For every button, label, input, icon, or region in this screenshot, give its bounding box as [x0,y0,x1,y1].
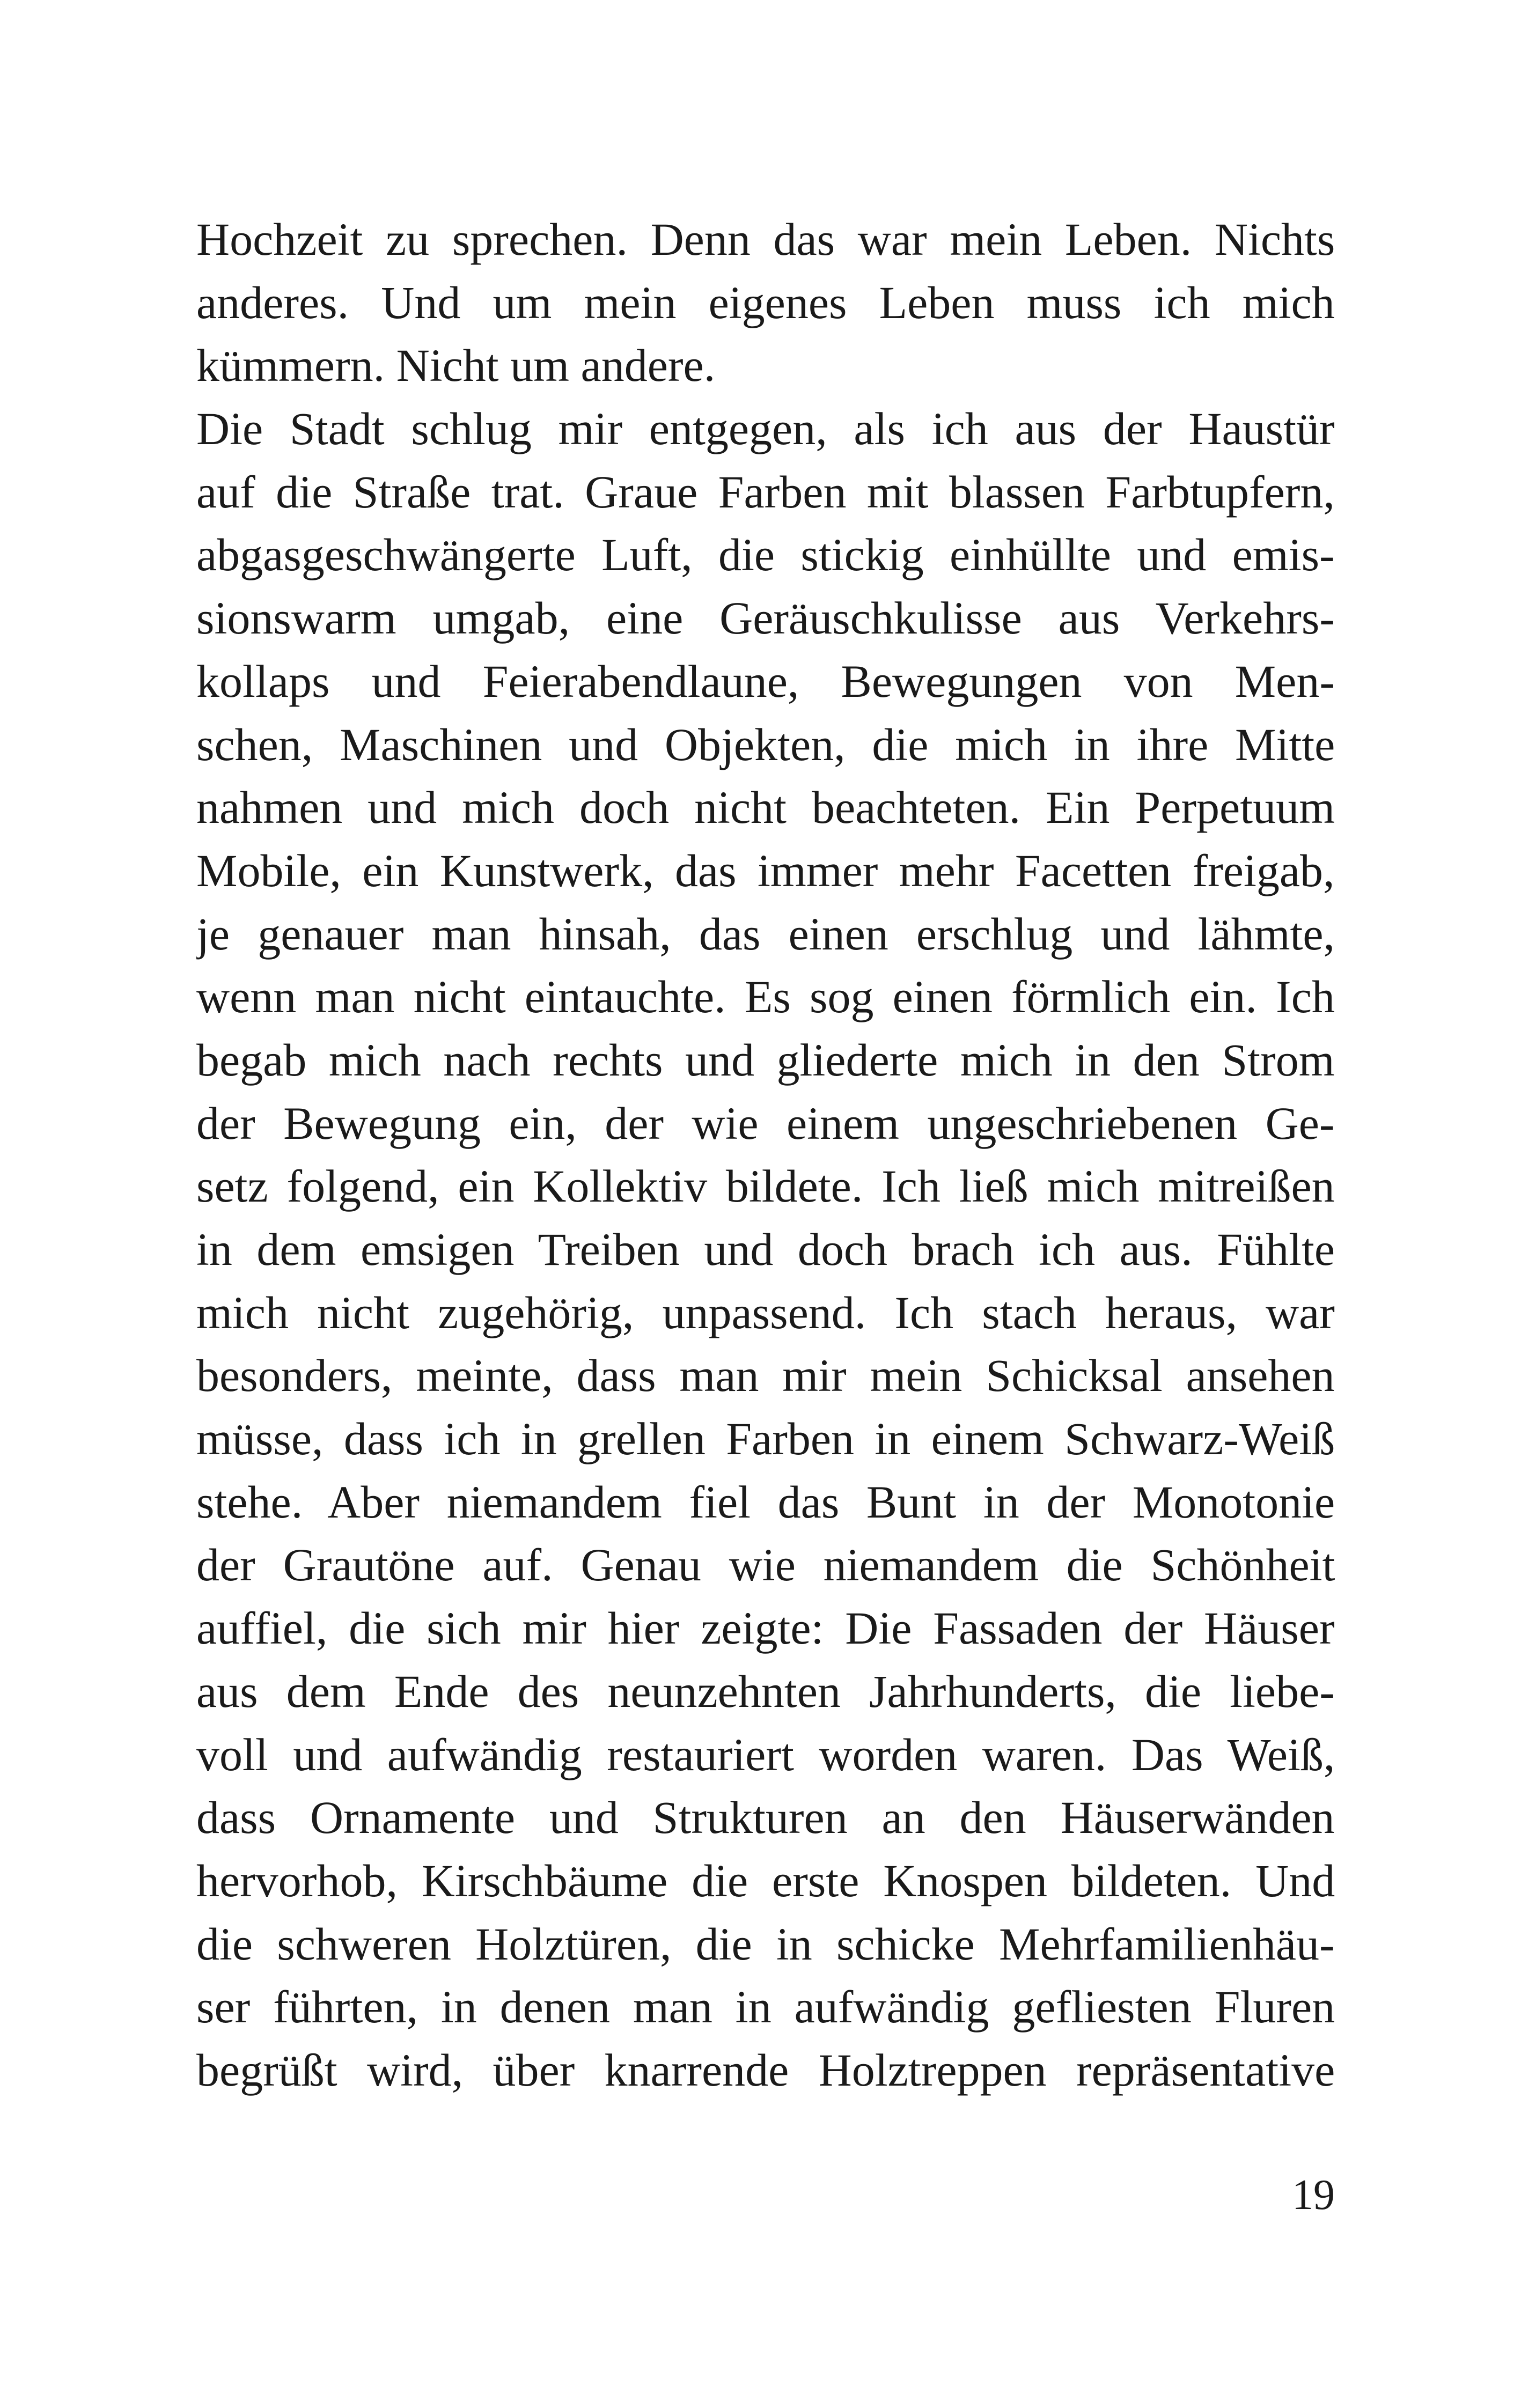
text-line: aus dem Ende des neunzehnten Jahrhunderts, die liebe- [196,1665,1335,1717]
paragraph-2 [196,397,1335,2102]
text-line: kollaps und Feierabendlaune, Bewegungen von Men- [196,655,1335,707]
text-line: hervorhob, Kirschbäume die erste Knospen bildeten. Und [196,1854,1335,1906]
text-line: kümmern. Nicht um andere. [196,340,716,392]
text-line: sionswarm umgab, eine Geräuschkulisse aus Verkehrs- [196,592,1335,644]
text-line: nahmen und mich doch nicht beachteten. Ein Perpetuum [196,782,1335,834]
text-line: ser führten, in denen man in aufwändig gefliesten Fluren [196,1981,1335,2033]
text-line: voll und aufwändig restauriert worden waren. Das Weiß, [196,1728,1335,1780]
text-line: begab mich nach rechts und gliederte mich in den Strom [196,1034,1335,1086]
text-line: Mobile, ein Kunstwerk, das immer mehr Facetten freigab, [196,844,1335,896]
text-line: mich nicht zugehörig, unpassend. Ich stach heraus, war [196,1286,1335,1338]
text-line: Hochzeit zu sprechen. Denn das war mein Leben. Nichts [196,213,1335,265]
text-line: stehe. Aber niemandem fiel das Bunt in der Monotonie [196,1476,1335,1528]
text-line: müsse, dass ich in grellen Farben in einem Schwarz-Weiß [196,1413,1335,1465]
text-line: wenn man nicht eintauchte. Es sog einen förmlich ein. Ich [196,971,1335,1023]
text-line: auf die Straße trat. Graue Farben mit blassen Farbtupfern, [196,466,1335,518]
text-line: abgasgeschwängerte Luft, die stickig einhüllte und emis- [196,529,1335,581]
text-line: auffiel, die sich mir hier zeigte: Die Fassaden der Häuser [196,1602,1335,1654]
text-line: dass Ornamente und Strukturen an den Häuserwänden [196,1792,1335,1844]
text-line: begrüßt wird, über knarrende Holztreppen repräsentative [196,2044,1335,2096]
text-line: setz folgend, ein Kollektiv bildete. Ich ließ mich mitreißen [196,1160,1335,1212]
paragraph-1 [196,208,1335,397]
body-text [196,208,1335,2102]
page-number: 19 [1292,2171,1335,2219]
text-line: die schweren Holztüren, die in schicke Mehrfamilienhäu- [196,1918,1335,1970]
text-line: je genauer man hinsah, das einen erschlug und lähmte, [196,908,1335,960]
text-line: in dem emsigen Treiben und doch brach ich aus. Fühlte [196,1224,1335,1275]
text-line: anderes. Und um mein eigenes Leben muss ich mich [196,276,1335,328]
text-line: der Grautöne auf. Genau wie niemandem die Schönheit [196,1539,1335,1591]
text-line: der Bewegung ein, der wie einem ungeschriebenen Ge- [196,1097,1335,1149]
text-line: Die Stadt schlug mir entgegen, als ich aus der Haustür [196,403,1335,455]
text-line: besonders, meinte, dass man mir mein Schicksal ansehen [196,1350,1335,1402]
text-line: schen, Maschinen und Objekten, die mich in ihre Mitte [196,718,1335,770]
